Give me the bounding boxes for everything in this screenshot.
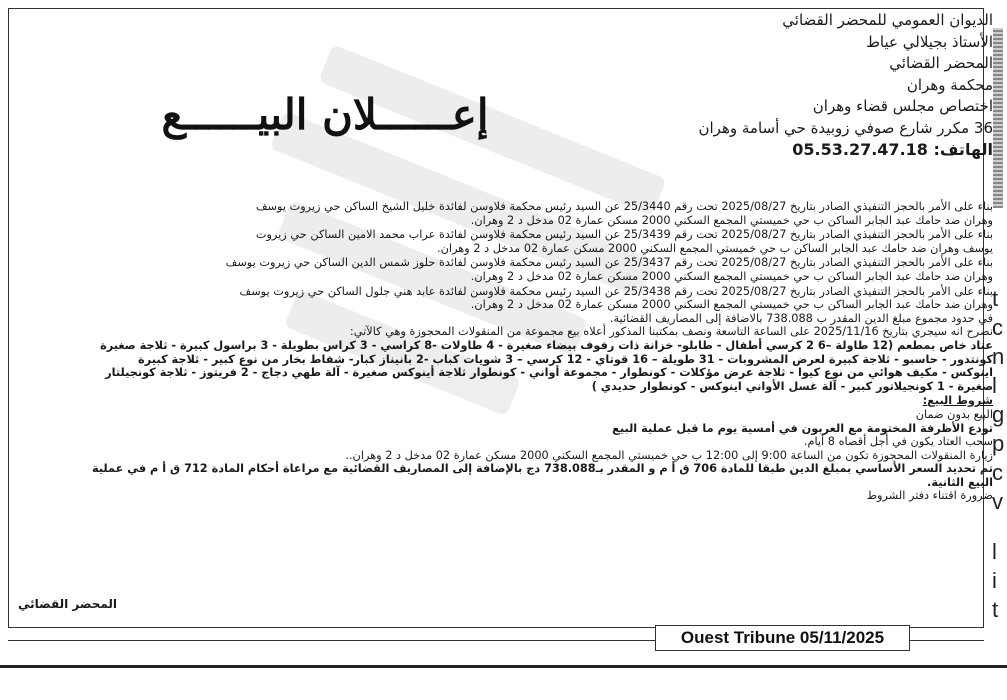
body-line: بناء على الأمر بالحجز التنفيذي الصادر بتاريخ 2025/08/27 تحت رقم 25/3440 عن السيد رئيس محكمة فلاوسن لفائدة خليل الشيخ الساكن حي زيروت يوسف (255, 200, 993, 213)
adjacent-letter: t (992, 286, 999, 311)
body-line: عتاد خاص بمطعم (12 طاولة –6 2 كرسي أطفال - طابلو- خزانة ذات رفوف بيضاء صغيرة - 4 طاولات -8 كراسي - 3 كراس بطويلة - 3 براسول كبيرة - ثلاجة صغيرة (100, 338, 993, 352)
condition-line: تم تحديد السعر الأساسي بمبلغ الدين طبقا للمادة 706 ق أ م و المقدر بـ738.088 دج بالإضافة إلى المصاريف القضائية مع مراعاة أحكام المادة 712 ق أ م في عملية (91, 462, 993, 476)
bailiff-header (473, 10, 993, 161)
condition-line: البيع الثانية. (927, 475, 993, 489)
body-line: وهران ضد حامك عبد الجابر الساكن ب حي خميستي المجمع السكني 2000 مسكن عمارة 02 مدخل د 2 وهران. (470, 269, 993, 283)
adjacent-letter: i (992, 568, 997, 593)
header-line: المحضر القضائي (889, 54, 993, 72)
adjacent-letter: n (992, 344, 1005, 369)
header-line: الأستاذ بجيلالي عياط (866, 32, 993, 51)
notice-title: إعــــــلان البيــــــع (161, 90, 489, 139)
adjacent-letter: l (992, 373, 997, 398)
adjacent-column (990, 0, 1007, 700)
body-line: بناء على الأمر بالحجز التنفيذي الصادر بتاريخ 2025/08/27 تحت رقم 25/3438 عن السيد رئيس محكمة فلاوسن لفائدة عابد هني جلول الساكن حي زيروت يوسف (239, 284, 993, 298)
adjacent-letter: p (992, 431, 1005, 456)
condition-line: سحب العتاد يكون في أجل أقصاه 8 أيام. (803, 435, 993, 449)
conditions-title: شروط البيع: (922, 394, 993, 408)
body-line: وهران ضد حامك عبد الجابر الساكن ب حي خميستي المجمع السكني 2000 مسكن عمارة 02 مدخل د 2 وهران. (470, 298, 993, 312)
phone-number: الهاتف: 05.53.27.47.18 (792, 140, 993, 159)
body-line: في حدود مجموع مبلغ الدين المقدر ب 738.088 بالاضافة إلى المصاريف القضائية. (609, 311, 993, 325)
body-line: اينوكس - مكيف هوائي من نوع كيوا - ثلاجة عرض مؤكلات - كونطوار - مجموعة أواني - كونطوار ثلاجة أينوكس صغيرة - آلة طهي دجاج - 2 فريتوز - ثلاجة كونجيلتار (105, 366, 993, 380)
header-line: 36 مكرر شارع صوفي زوبيدة حي أسامة وهران (698, 118, 993, 137)
header-line: الديوان العمومي للمحضر القضائي (782, 11, 993, 29)
body-line: بناء على الأمر بالحجز التنفيذي الصادر بتاريخ 2025/08/27 تحت رقم 25/3437 عن السيد رئيس محكمة فلاوسن لفائدة حلوز شمس الدين الساكن حي زيروت يوسف (225, 256, 993, 270)
adjacent-letter: g (992, 402, 1005, 427)
adjacent-image-fragment (993, 28, 1003, 208)
condition-line: البيع بدون ضمان (915, 407, 993, 421)
condition-line: تودع الأظرفة المختومة مع العربون في أمسية يوم ما قبل عملية البيع (612, 421, 993, 435)
adjacent-letter: c (992, 315, 1003, 340)
body-line: يوسف وهران ضد حامك عبد الجابر الساكن ب حي خميستي المجمع السكني 2000 مسكن عمارة 02 مدخل د 2 وهران. (437, 241, 993, 255)
body-line: وهران ضد حامك عبد الجابر الساكن ب حي خميستي المجمع السكني 2000 مسكن عمارة 02 مدخل د 2 وهران. (470, 213, 993, 227)
notice-body (14, 200, 993, 503)
divider (8, 640, 655, 641)
header-line: اختصاص مجلس قضاء وهران (812, 97, 993, 115)
body-line: نصرح انه سيجري بتاريخ 2025/11/16 على الساعة التاسعة ونصف بمكتبنا المذكور أعلاه بيع مجموعة من المنقولات المحجوزة وهي كالآتي: (349, 325, 993, 339)
body-line: صغيرة - 1 كونجيلاتور كبير - آلة غسل الأواني اينوكس - كونطوار حديدي ) (591, 379, 993, 393)
adjacent-letter: t (992, 597, 999, 622)
divider (910, 640, 984, 641)
condition-line: زيارة المنقولات المحجوزة تكون من الساعة 9:00 إلى 12:00 ب حي خميستي المجمع السكني 2000 مسكن عمارة 02 مدخل د 2 وهران.. (345, 448, 993, 462)
adjacent-letter: l (992, 539, 997, 564)
adjacent-letter: v (992, 489, 1003, 514)
page-rule (0, 665, 1007, 668)
header-line: محكمة وهران (906, 75, 993, 94)
signature: المحضر القضائي (18, 597, 118, 611)
condition-line: ضرورة اقتناء دفتر الشروط (866, 489, 993, 503)
body-line: بناء على الأمر بالحجز التنفيذي الصادر بتاريخ 2025/08/27 تحت رقم 25/3439 عن السيد رئيس محكمة فلاوسن لفائدة عراب محمد الامين الساكن حي زيروت (255, 228, 993, 242)
adjacent-letter: c (992, 460, 1003, 485)
newspaper-source: Ouest Tribune 05/11/2025 (655, 625, 910, 651)
body-line: كونتدور - حاسبو - ثلاجة كبيرة لعرض المشروبات - 31 طويلة – 16 قوتاي - 12 كرسي – 3 شويات كباب -2 بانيناز كبار- شفاط بخار من نوع كبير - ثلاجة كبيرة (138, 352, 993, 366)
